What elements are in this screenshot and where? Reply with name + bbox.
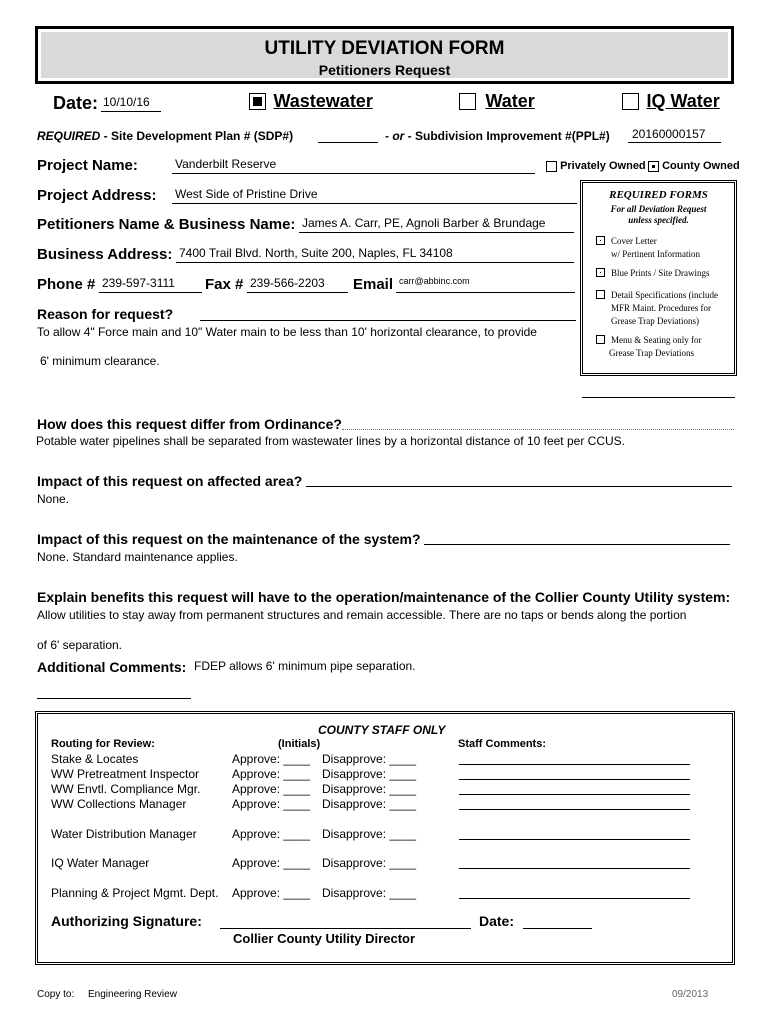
staff-title: COUNTY STAFF ONLY (318, 723, 446, 737)
req-item-detail-specs[interactable] (596, 289, 718, 328)
staff-comments-label: Staff Comments: (458, 738, 547, 750)
county-owned-checkbox[interactable] (648, 161, 659, 172)
form-title: UTILITY DEVIATION FORM (264, 38, 505, 59)
ppl-label: Subdivision Improvement #(PPL#) (415, 129, 610, 143)
routing-name: Stake & Locates (51, 752, 139, 766)
director-label: Collier County Utility Director (233, 931, 416, 946)
required-forms-box (580, 180, 737, 376)
approve-field[interactable]: Approve: ____ (232, 886, 311, 900)
disapprove-field[interactable]: Disapprove: ____ (322, 856, 417, 870)
impact-area-answer[interactable]: None. (37, 492, 70, 506)
business-address-label: Business Address: (37, 246, 173, 263)
required-forms-subtitle-1: For all Deviation Request (610, 204, 707, 214)
approve-field[interactable]: Approve: ____ (232, 752, 311, 766)
approve-field[interactable]: Approve: ____ (232, 856, 311, 870)
petitioner-field[interactable]: James A. Carr, PE, Agnoli Barber & Brundage (299, 216, 574, 233)
differ-underline (342, 416, 734, 430)
cover-letter-checkbox[interactable] (596, 236, 605, 245)
water-checkbox[interactable] (459, 93, 476, 110)
routing-label: Routing for Review: (51, 738, 155, 750)
ppl-field[interactable]: 20160000157 (628, 127, 721, 143)
routing-row-iq-water (51, 856, 711, 871)
privately-owned-checkbox[interactable] (546, 161, 557, 172)
staff-comment-line[interactable] (459, 797, 690, 810)
approve-field[interactable]: Approve: ____ (232, 782, 311, 796)
iq-water-checkbox[interactable] (622, 93, 639, 110)
blue-prints-line1: Blue Prints / Site Drawings (611, 268, 710, 278)
wastewater-checkbox[interactable] (249, 93, 266, 110)
approve-field[interactable]: Approve: ____ (232, 827, 311, 841)
routing-row-collections (51, 797, 711, 812)
disapprove-field[interactable]: Disapprove: ____ (322, 767, 417, 781)
impact-maint-answer[interactable]: None. Standard maintenance applies. (37, 550, 238, 564)
county-owned[interactable] (648, 160, 740, 172)
req-item-menu-seating[interactable] (596, 334, 702, 360)
additional-label: Additional Comments: (37, 659, 187, 675)
approve-field[interactable]: Approve: ____ (232, 797, 311, 811)
project-name-field[interactable]: Vanderbilt Reserve (172, 157, 535, 174)
staff-comment-line[interactable] (459, 886, 690, 899)
staff-comment-line[interactable] (459, 767, 690, 780)
email-field[interactable] (396, 276, 575, 293)
reason-line1[interactable]: To allow 4" Force main and 10" Water main to be less than 10' horizontal clearance, to provide (37, 325, 537, 339)
additional-value[interactable]: FDEP allows 6' minimum pipe separation. (194, 659, 416, 673)
reason-label: Reason for request? (37, 306, 174, 322)
disapprove-field[interactable]: Disapprove: ____ (322, 827, 417, 841)
phone-field[interactable]: 239-597-3111 (99, 276, 202, 293)
routing-row-planning (51, 886, 711, 901)
disapprove-field[interactable]: Disapprove: ____ (322, 886, 417, 900)
staff-comment-line[interactable] (459, 856, 690, 869)
routing-row-water-distribution (51, 827, 711, 842)
phone-label: Phone # (37, 276, 96, 293)
detail-specs-line1: Detail Specifications (include (611, 290, 718, 300)
differ-label: How does this request differ from Ordinance? (37, 416, 342, 432)
required-line (37, 129, 293, 143)
fax-field[interactable]: 239-566-2203 (247, 276, 348, 293)
fax-label: Fax # (205, 276, 244, 293)
email-value: carr@abbinc.com (399, 276, 470, 286)
benefits-line1[interactable]: Allow utilities to stay away from permanent structures and remain accessible. There are no taps or bends along the portion (37, 608, 687, 622)
county-owned-label: County Owned (662, 160, 740, 173)
staff-date-label: Date: (479, 913, 515, 929)
petitioner-label: Petitioners Name & Business Name: (37, 216, 296, 233)
impact-maint-underline (424, 531, 730, 545)
routing-name: WW Envtl. Compliance Mgr. (51, 782, 201, 796)
project-address-label: Project Address: (37, 187, 157, 204)
sdp-field[interactable] (318, 129, 378, 143)
signature-label: Authorizing Signature: (51, 913, 202, 929)
approve-field[interactable]: Approve: ____ (232, 767, 311, 781)
ppl-line (385, 129, 610, 143)
initials-label: (Initials) (278, 738, 321, 750)
form-subtitle: Petitioners Request (318, 62, 451, 78)
menu-seating-line2: Grease Trap Deviations (609, 348, 694, 358)
copy-to-value: Engineering Review (88, 989, 177, 1000)
reason-line2[interactable]: 6' minimum clearance. (40, 354, 160, 368)
detail-specs-checkbox[interactable] (596, 290, 605, 299)
disapprove-field[interactable]: Disapprove: ____ (322, 752, 417, 766)
benefits-label: Explain benefits this request will have to the operation/maintenance of the Collier County Utility system: (37, 589, 731, 605)
business-address-field[interactable]: 7400 Trail Blvd. North, Suite 200, Naples, FL 34108 (176, 246, 574, 263)
required-forms-subtitle-2: unless specified. (628, 215, 689, 225)
req-item-cover-letter[interactable] (596, 235, 700, 261)
routing-name: WW Collections Manager (51, 797, 187, 811)
benefits-line2[interactable]: of 6' separation. (37, 638, 123, 652)
routing-name: Planning & Project Mgmt. Dept. (51, 886, 219, 900)
blue-prints-checkbox[interactable] (596, 268, 605, 277)
required-label: REQUIRED (37, 129, 101, 143)
iq-water-label: IQ Water (646, 91, 720, 111)
email-label: Email (353, 276, 394, 293)
privately-owned-label: Privately Owned (560, 160, 646, 173)
cover-letter-line1: Cover Letter (611, 236, 657, 246)
routing-name: Water Distribution Manager (51, 827, 197, 841)
req-item-blue-prints[interactable] (596, 267, 710, 280)
routing-row-pretreatment (51, 767, 711, 782)
wastewater-label: Wastewater (273, 91, 373, 111)
staff-comment-line[interactable] (459, 827, 690, 840)
or-label: - or - (385, 129, 415, 143)
reason-underline (200, 306, 576, 321)
service-iq-water[interactable] (622, 91, 720, 112)
detail-specs-line3: Grease Trap Deviations) (611, 316, 699, 326)
signature-field[interactable] (220, 913, 471, 929)
staff-comment-line[interactable] (459, 782, 690, 795)
disapprove-field[interactable]: Disapprove: ____ (322, 782, 417, 796)
required-forms-title: REQUIRED FORMS (609, 189, 708, 201)
service-wastewater[interactable] (249, 91, 373, 112)
project-name-label: Project Name: (37, 157, 138, 174)
cover-letter-line2: w/ Pertinent Information (611, 249, 700, 259)
impact-area-underline (306, 473, 732, 487)
privately-owned[interactable] (546, 160, 646, 172)
impact-area-label: Impact of this request on affected area? (37, 473, 303, 489)
detail-specs-line2: MFR Maint. Procedures for (611, 303, 711, 313)
menu-seating-line1: Menu & Seating only for (611, 335, 702, 345)
additional-underline (37, 688, 191, 699)
county-staff-box (35, 711, 735, 965)
water-label: Water (485, 91, 535, 111)
routing-name: WW Pretreatment Inspector (51, 767, 200, 781)
service-water[interactable] (459, 91, 535, 112)
differ-answer[interactable]: Potable water pipelines shall be separated from wastewater lines by a horizontal distance of 10 feet per CCUS. (36, 434, 625, 448)
disapprove-field[interactable]: Disapprove: ____ (322, 797, 417, 811)
staff-date-field[interactable] (523, 913, 592, 929)
project-address-field[interactable]: West Side of Pristine Drive (172, 187, 577, 204)
forms-blank-line (582, 388, 735, 398)
copy-to-label: Copy to: (37, 989, 75, 1000)
date-field[interactable]: 10/10/16 (101, 95, 161, 112)
staff-comment-line[interactable] (459, 752, 690, 765)
routing-name: IQ Water Manager (51, 856, 150, 870)
form-header (35, 26, 734, 84)
impact-maint-label: Impact of this request on the maintenance of the system? (37, 531, 421, 547)
date-label: Date: (53, 93, 99, 113)
sdp-label: - Site Development Plan # (SDP#) (100, 129, 294, 143)
routing-row-compliance (51, 782, 711, 797)
routing-row-stake (51, 752, 711, 767)
revision-date: 09/2013 (672, 989, 709, 1000)
menu-seating-checkbox[interactable] (596, 335, 605, 344)
